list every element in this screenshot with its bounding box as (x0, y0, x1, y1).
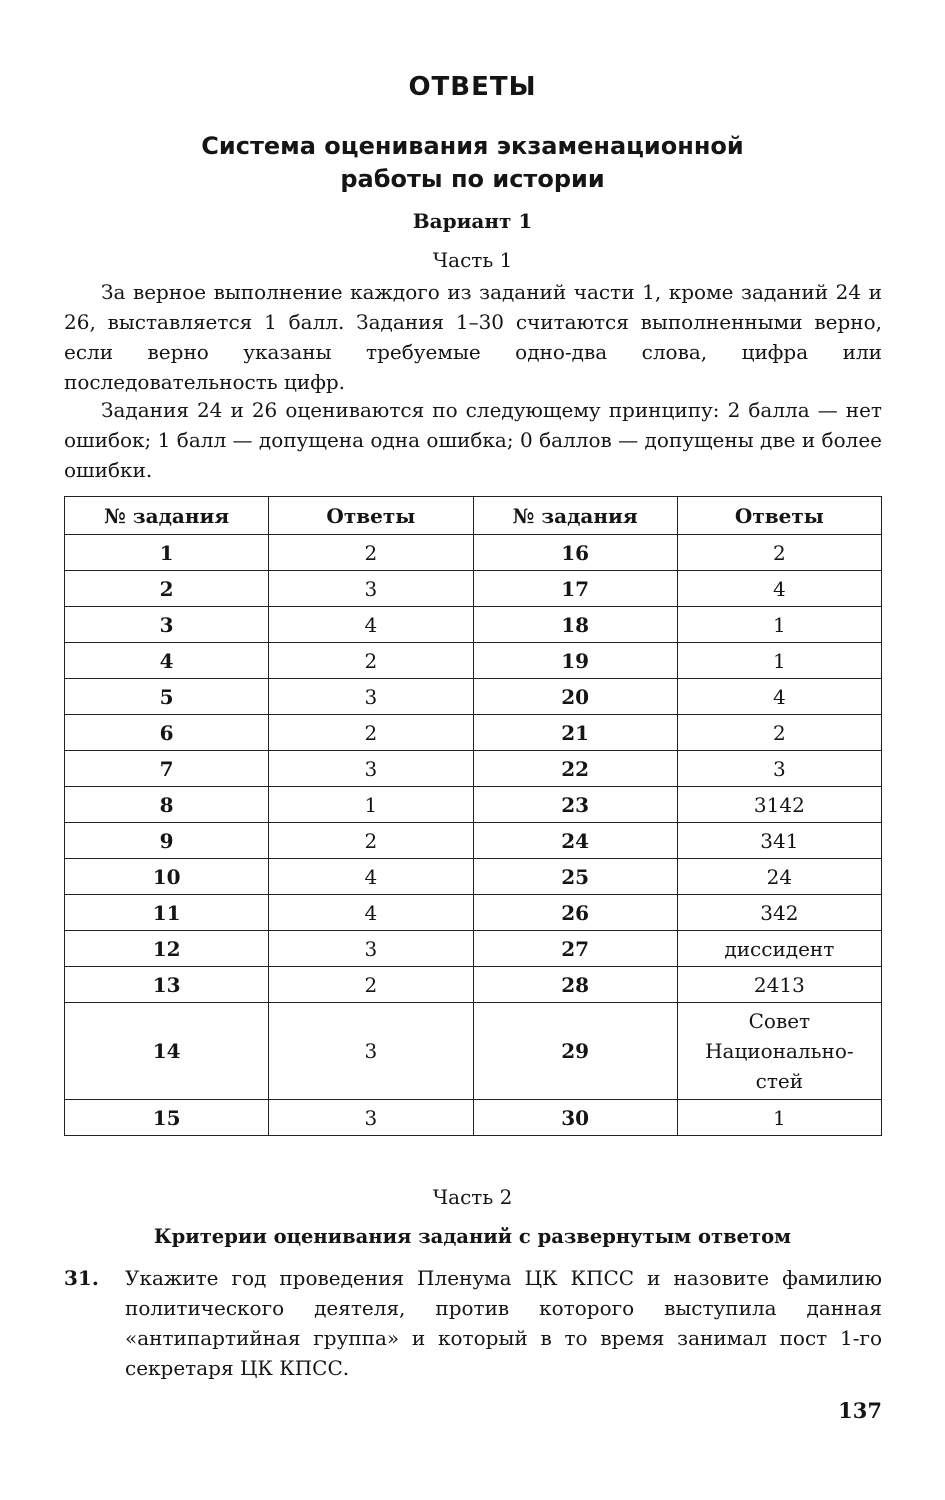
task-number-cell: 22 (473, 751, 677, 787)
table-row (65, 859, 882, 895)
intro-paragraph-2: Задания 24 и 26 оцениваются по следующему принципу: 2 балла — нет ошибок; 1 балл — допущена одна ошибка; 0 баллов — допущены две и более ошибки. (64, 398, 882, 482)
header-task-number-1: № задания (65, 497, 269, 535)
task-number-cell: 15 (65, 1100, 269, 1136)
task-number-cell: 4 (65, 643, 269, 679)
answer-cell: 342 (677, 895, 881, 931)
task-number-cell: 16 (473, 535, 677, 571)
task-number-cell: 10 (65, 859, 269, 895)
header-answers-2: Ответы (677, 497, 881, 535)
answer-cell: 3 (269, 1003, 473, 1100)
answer-cell: 2 (269, 967, 473, 1003)
section-subtitle (0, 130, 945, 196)
answer-cell: 24 (677, 859, 881, 895)
header-answers-1: Ответы (269, 497, 473, 535)
answer-cell: 2 (269, 715, 473, 751)
table-row (65, 1003, 882, 1100)
subtitle-line-1: Система оценивания экзаменационной (201, 132, 744, 160)
table-row (65, 967, 882, 1003)
task-number-cell: 23 (473, 787, 677, 823)
task-number-cell: 11 (65, 895, 269, 931)
table-row (65, 751, 882, 787)
table-row (65, 607, 882, 643)
part1-heading: Часть 1 (432, 248, 513, 272)
subtitle-line-2: работы по истории (340, 165, 605, 193)
answer-cell: 3 (269, 1100, 473, 1136)
task-number-cell: 30 (473, 1100, 677, 1136)
task-number-cell: 3 (65, 607, 269, 643)
task-number-cell: 1 (65, 535, 269, 571)
table-row (65, 535, 882, 571)
task-number-cell: 27 (473, 931, 677, 967)
intro-paragraph-1: За верное выполнение каждого из заданий части 1, кроме заданий 24 и 26, выставляется 1 балл. Задания 1–30 считаются выполненными верно, если верно указаны требуемые одно-два слова, цифра или последовательность цифр. (64, 280, 882, 394)
task-number-cell: 13 (65, 967, 269, 1003)
answer-cell: 1 (269, 787, 473, 823)
answer-cell: 2413 (677, 967, 881, 1003)
task-number-cell: 24 (473, 823, 677, 859)
task-number-cell: 25 (473, 859, 677, 895)
task-number-cell: 26 (473, 895, 677, 931)
header-task-number-2: № задания (473, 497, 677, 535)
table-row (65, 1100, 882, 1136)
question-number: 31. (64, 1266, 99, 1290)
task-number-cell: 18 (473, 607, 677, 643)
answer-cell: 4 (677, 679, 881, 715)
task-number-cell: 28 (473, 967, 677, 1003)
answers-table (64, 496, 882, 1136)
part2-heading: Часть 2 (432, 1185, 513, 1209)
task-number-cell: 2 (65, 571, 269, 607)
answer-cell: 341 (677, 823, 881, 859)
answer-cell: 2 (269, 823, 473, 859)
answer-cell: 4 (677, 571, 881, 607)
answer-cell: 4 (269, 859, 473, 895)
task-number-cell: 6 (65, 715, 269, 751)
answer-line: стей (755, 1069, 804, 1093)
table-row (65, 715, 882, 751)
answer-cell: 1 (677, 607, 881, 643)
table-row (65, 679, 882, 715)
task-number-cell: 20 (473, 679, 677, 715)
answer-cell: 2 (677, 535, 881, 571)
table-row (65, 823, 882, 859)
task-number-cell: 17 (473, 571, 677, 607)
task-number-cell: 7 (65, 751, 269, 787)
answer-cell: 1 (677, 1100, 881, 1136)
answer-cell: 4 (269, 607, 473, 643)
question-text: Укажите год проведения Пленума ЦК КПСС и назовите фамилию политического деятеля, против которого выступила данная «антипартийная группа» и который в то время занимал пост 1-го секретаря ЦК КПСС. (125, 1266, 882, 1380)
task-number-cell: 14 (65, 1003, 269, 1100)
answer-cell: 3142 (677, 787, 881, 823)
task-number-cell: 8 (65, 787, 269, 823)
table-row (65, 895, 882, 931)
answer-cell: 3 (269, 751, 473, 787)
variant-heading: Вариант 1 (412, 209, 533, 233)
answer-cell (677, 1003, 881, 1100)
answer-cell: 1 (677, 643, 881, 679)
answers-table-body (65, 535, 882, 1136)
task-number-cell: 29 (473, 1003, 677, 1100)
table-row (65, 571, 882, 607)
answer-cell: 4 (269, 895, 473, 931)
task-number-cell: 19 (473, 643, 677, 679)
answer-cell: 2 (269, 535, 473, 571)
answer-cell: 3 (269, 931, 473, 967)
answer-line: Совет (748, 1009, 811, 1033)
answer-cell: 2 (269, 643, 473, 679)
table-row (65, 931, 882, 967)
table-row (65, 787, 882, 823)
task-number-cell: 5 (65, 679, 269, 715)
table-row (65, 643, 882, 679)
page-number: 137 (838, 1398, 882, 1423)
answer-cell: 2 (677, 715, 881, 751)
task-number-cell: 21 (473, 715, 677, 751)
answer-cell: 3 (269, 679, 473, 715)
table-header-row (65, 497, 882, 535)
answer-cell: 3 (269, 571, 473, 607)
answer-cell: 3 (677, 751, 881, 787)
answer-line: Национально- (705, 1039, 854, 1063)
task-number-cell: 9 (65, 823, 269, 859)
page-title: ОТВЕТЫ (408, 72, 537, 102)
task-number-cell: 12 (65, 931, 269, 967)
answer-cell: диссидент (677, 931, 881, 967)
criteria-heading: Критерии оценивания заданий с развернутым ответом (153, 1225, 792, 1248)
